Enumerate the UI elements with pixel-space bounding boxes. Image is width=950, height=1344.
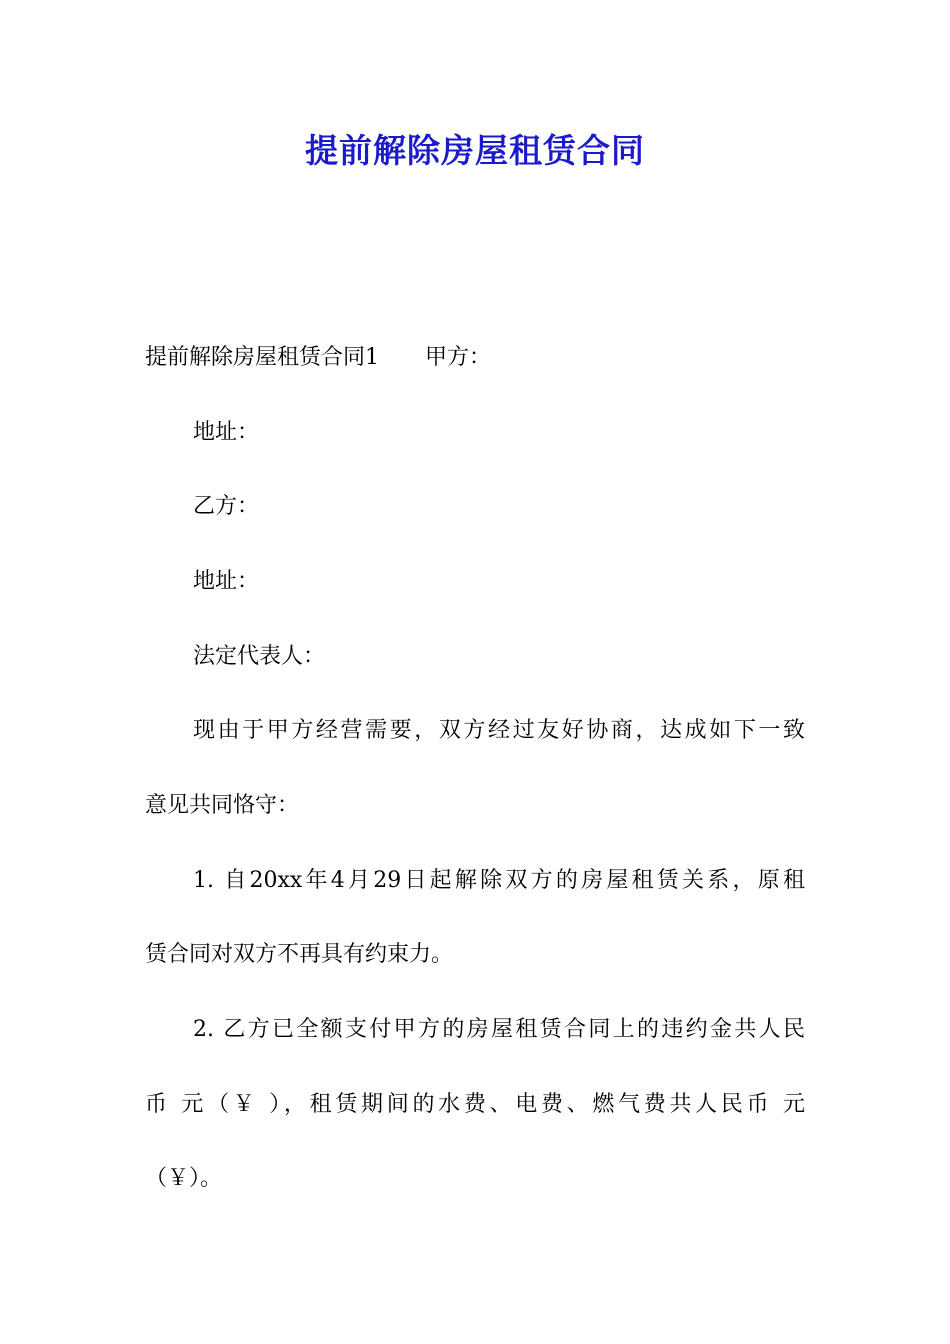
intro-paragraph-line-1: 现由于甲方经营需要，双方经过友好协商，达成如下一致 [193, 718, 805, 743]
party-a-label: 甲方： [425, 345, 492, 370]
heading-line [145, 343, 491, 373]
party-b-label: 乙方： [193, 494, 260, 519]
clause-1-line-1: 1. 自20xx年4月29日起解除双方的房屋租赁关系，原租 [193, 868, 805, 893]
intro-paragraph-line-2: 意见共同恪守： [145, 793, 300, 818]
clause-2-line-1: 2. 乙方已全额支付甲方的房屋租赁合同上的违约金共人民 [193, 1017, 805, 1042]
clause-1-line-2: 赁合同对双方不再具有约束力。 [145, 942, 454, 967]
clause-2-line-2: 币 元（￥ ），租赁期间的水费、电费、燃气费共人民币 元 [145, 1092, 805, 1117]
document-title: 提前解除房屋租赁合同 [305, 131, 645, 170]
contract-heading-label: 提前解除房屋租赁合同1 [145, 345, 379, 370]
clause-2-line-3: （￥）。 [145, 1166, 223, 1191]
legal-representative-label: 法定代表人： [193, 644, 326, 669]
address-b-label: 地址： [193, 569, 260, 594]
address-a-label: 地址： [193, 420, 260, 445]
